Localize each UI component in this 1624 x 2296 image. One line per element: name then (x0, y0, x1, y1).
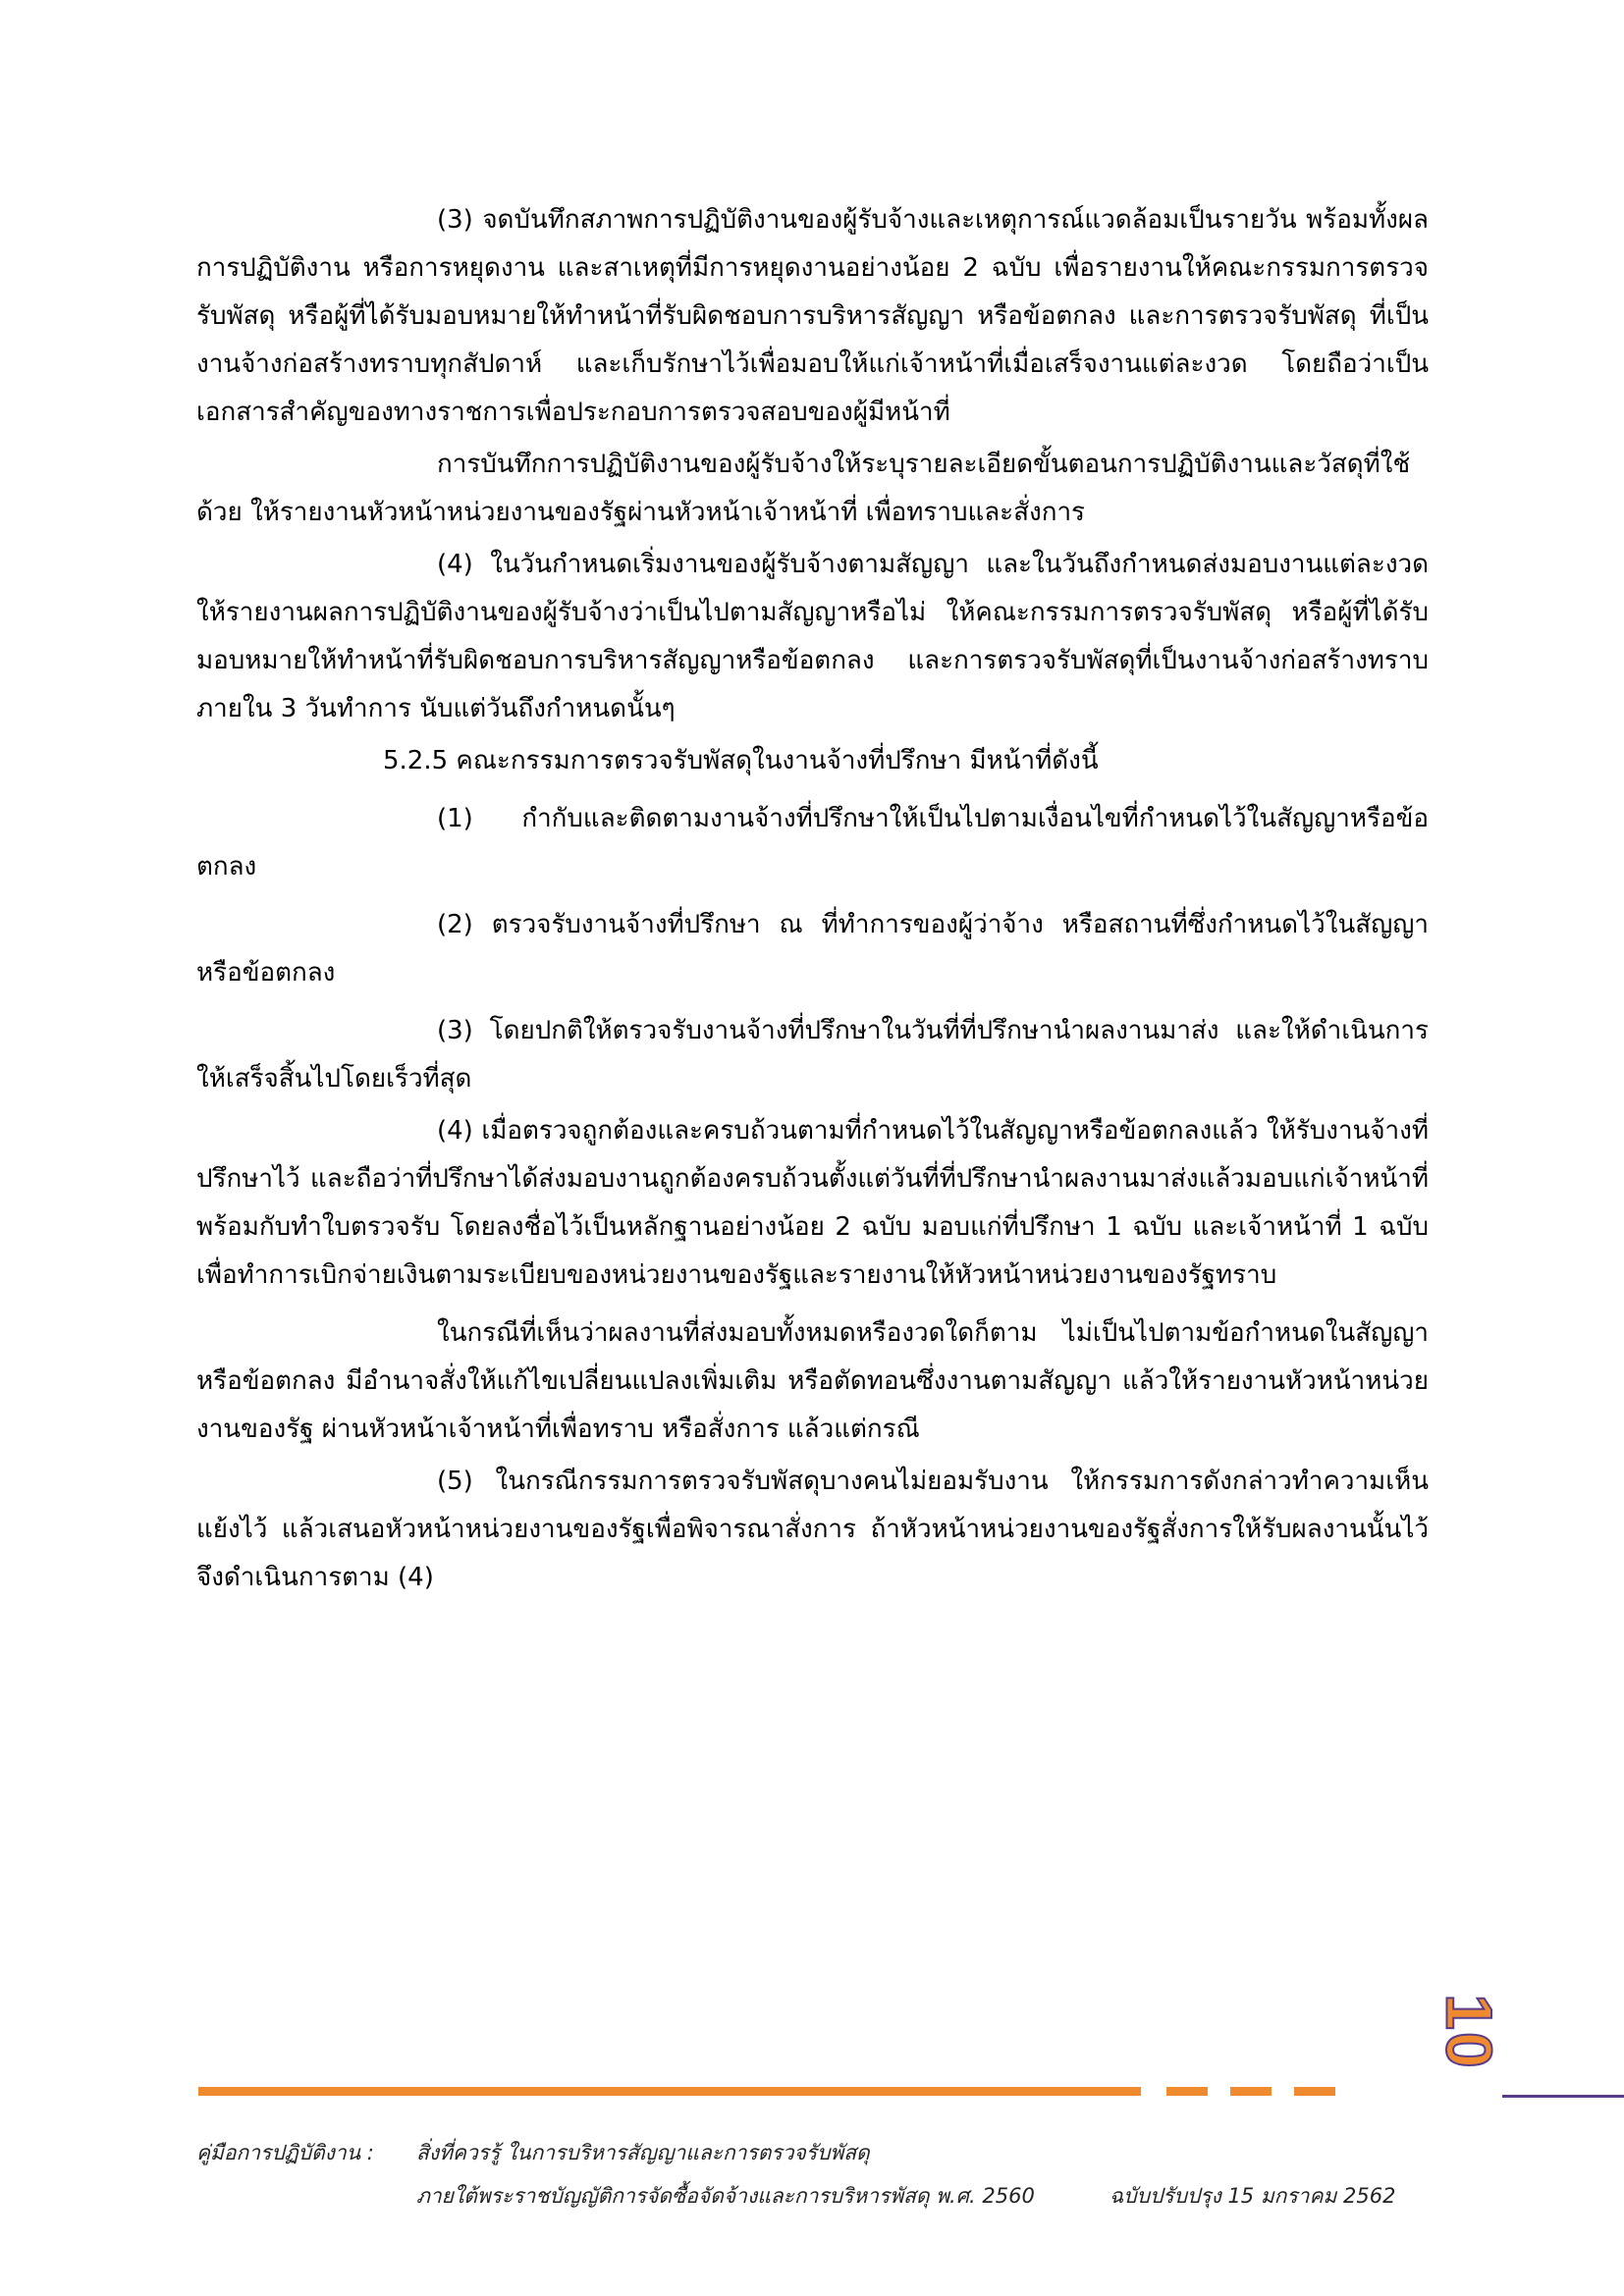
footer-purple-rule (1502, 2095, 1624, 2098)
page-number: 10 (1434, 1994, 1507, 2070)
paragraph-start-date-report: (4) ในวันกำหนดเริ่มงานของผู้รับจ้างตามสัญญา และในวันถึงกำหนดส่งมอบงานแต่ละงวดให้รายงานผลการปฏิบัติงานของผู้รับจ้างว่าเป็นไปตามสัญญาหรือไม่ ให้คณะกรรมการตรวจรับพัสดุ หรือผู้ที่ได้รับมอบหมายให้ทำหน้าที่รับผิดชอบการบริหารสัญญาหรือข้อตกลง และการตรวจรับพัสดุที่เป็นงานจ้างก่อสร้างทราบภายใน 3 วันทำการ นับแต่วันถึงกำหนดนั้นๆ (196, 550, 1429, 723)
footer-dash (1230, 2087, 1272, 2096)
footer-edition: ฉบับปรับปรุง 15 มกราคม 2562 (1110, 2184, 1396, 2208)
paragraph-supervise-consultant: (1) กำกับและติดตามงานจ้างที่ปรึกษาให้เป็นไปตามเงื่อนไขที่กำหนดไว้ในสัญญาหรือข้อตกลง (196, 804, 1429, 881)
document-body (196, 196, 1429, 1602)
footer-title-line1: สิ่งที่ควรรู้ ในการบริหารสัญญาและการตรวจรับพัสดุ (416, 2141, 870, 2164)
paragraph-log-details: การบันทึกการปฏิบัติงานของผู้รับจ้างให้ระบุรายละเอียดขั้นตอนการปฏิบัติงานและวัสดุที่ใช้ด้วย ให้รายงานหัวหน้าหน่วยงานของรัฐผ่านหัวหน้าเจ้าหน้าที่ เพื่อทราบและสั่งการ (196, 450, 1411, 527)
paragraph-inspect-on-delivery: (3) โดยปกติให้ตรวจรับงานจ้างที่ปรึกษาในวันที่ที่ปรึกษานำผลงานมาส่ง และให้ดำเนินการ ให้เสร็จสิ้นไปโดยเร็วที่สุด (196, 1016, 1429, 1094)
paragraph-dissenting-member: (5) ในกรณีกรรมการตรวจรับพัสดุบางคนไม่ยอมรับงาน ให้กรรมการดังกล่าวทำความเห็นแย้งไว้ แล้วเสนอหัวหน้าหน่วยงานของรัฐเพื่อพิจารณาสั่งการ ถ้าหัวหน้าหน่วยงานของรัฐสั่งการให้รับผลงานนั้นไว้ จึงดำเนินการตาม (4) (196, 1467, 1429, 1592)
paragraph-accept-work: (4) เมื่อตรวจถูกต้องและครบถ้วนตามที่กำหนดไว้ในสัญญาหรือข้อตกลงแล้ว ให้รับงานจ้างที่ปรึกษาไว้ และถือว่าที่ปรึกษาได้ส่งมอบงานถูกต้องครบถ้วนตั้งแต่วันที่ที่ปรึกษานำผลงานมาส่งแล้วมอบแก่เจ้าหน้าที่พร้อมกับทำใบตรวจรับ โดยลงชื่อไว้เป็นหลักฐานอย่างน้อย 2 ฉบับ มอบแก่ที่ปรึกษา 1 ฉบับ และเจ้าหน้าที่ 1 ฉบับ เพื่อทำการเบิกจ่ายเงินตามระเบียบของหน่วยงานของรัฐและรายงานให้หัวหน้าหน่วยงานของรัฐทราบ (196, 1116, 1429, 1290)
paragraph-daily-log: (3) จดบันทึกสภาพการปฏิบัติงานของผู้รับจ้างและเหตุการณ์แวดล้อมเป็นรายวัน พร้อมทั้งผลการปฏิบัติงาน หรือการหยุดงาน และสาเหตุที่มีการหยุดงานอย่างน้อย 2 ฉบับ เพื่อรายงานให้คณะกรรมการตรวจรับพัสดุ หรือผู้ที่ได้รับมอบหมายให้ทำหน้าที่รับผิดชอบการบริหารสัญญา หรือข้อตกลง และการตรวจรับพัสดุ ที่เป็นงานจ้างก่อสร้างทราบทุกสัปดาห์ และเก็บรักษาไว้เพื่อมอบให้แก่เจ้าหน้าที่เมื่อเสร็จงานแต่ละงวด โดยถือว่าเป็นเอกสารสำคัญของทางราชการเพื่อประกอบการตรวจสอบของผู้มีหน้าที่ (196, 205, 1429, 427)
footer-title-line2: ภายใต้พระราชบัญญัติการจัดซื้อจัดจ้างและการบริหารพัสดุ พ.ศ. 2560 (416, 2184, 1035, 2208)
footer-dash (1294, 2087, 1335, 2096)
paragraph-nonconforming-work: ในกรณีที่เห็นว่าผลงานที่ส่งมอบทั้งหมดหรืองวดใดก็ตาม ไม่เป็นไปตามข้อกำหนดในสัญญาหรือข้อตกลง มีอำนาจสั่งให้แก้ไขเปลี่ยนแปลงเพิ่มเติม หรือตัดทอนซึ่งงานตามสัญญา แล้วให้รายงานหัวหน้าหน่วยงานของรัฐ ผ่านหัวหน้าเจ้าหน้าที่เพื่อทราบ หรือสั่งการ แล้วแต่กรณี (196, 1318, 1429, 1444)
paragraph-inspect-consultant: (2) ตรวจรับงานจ้างที่ปรึกษา ณ ที่ทำการของผู้ว่าจ้าง หรือสถานที่ซึ่งกำหนดไว้ในสัญญา หรือข้อตกลง (196, 910, 1429, 988)
section-heading-5-2-5: 5.2.5 คณะกรรมการตรวจรับพัสดุในงานจ้างที่ปรึกษา มีหน้าที่ดังนี้ (383, 746, 1099, 775)
footer-manual-label: คู่มือการปฏิบัติงาน : (196, 2141, 374, 2164)
footer-orange-rule (198, 2087, 1141, 2096)
footer-dash (1166, 2087, 1208, 2096)
page-number-box (1434, 1969, 1507, 2095)
